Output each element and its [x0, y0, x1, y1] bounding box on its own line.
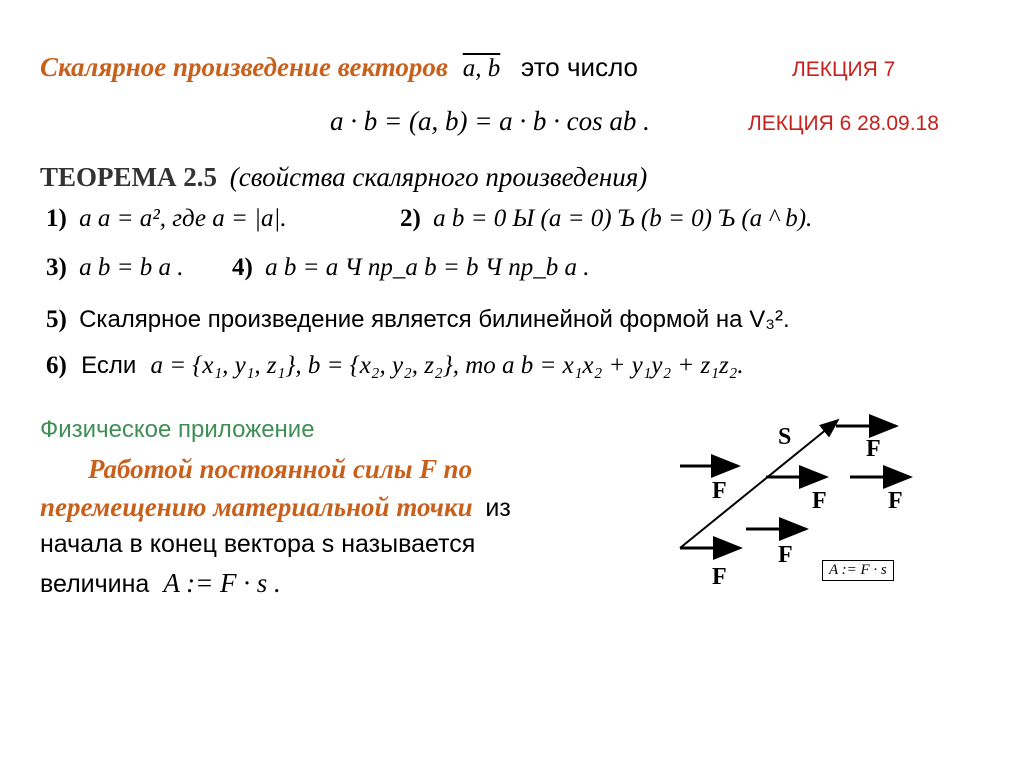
- title-text: Скалярное произведение векторов: [40, 52, 448, 82]
- p6-number: 6): [46, 352, 67, 379]
- physics-line3: начала в конец вектора s называется: [40, 530, 476, 558]
- main-formula: a · b = (a, b) = a · b · cos ab .: [330, 106, 650, 136]
- diagram-label-f-2: F: [712, 478, 727, 504]
- p1-number: 1): [46, 205, 67, 232]
- diagram-label-f-5: F: [778, 542, 793, 568]
- p4-formula: a b = a Ч пр_a b = b Ч пр_b a .: [265, 254, 590, 281]
- p1-formula: a a = a², где a = |a|.: [79, 205, 287, 232]
- p3-number: 3): [46, 254, 67, 281]
- p6-formula: a = {x₁, y₁, z₁}, b = {x₂, y₂, z₂}, то a b = x₁x₂ + y₁y₂ + z₁z₂.: [150, 352, 744, 379]
- title-vectors: a, b: [462, 55, 501, 82]
- lecture6-label: ЛЕКЦИЯ 6 28.09.18: [748, 112, 939, 135]
- diagram-label-f-1: F: [866, 436, 881, 462]
- p2-formula: a b = 0 Ы (a = 0) Ъ (b = 0) Ъ (a ^ b).: [433, 205, 813, 232]
- physics-line4-formula: A := F · s .: [163, 568, 281, 598]
- p5-text: Скалярное произведение является билинейной формой на V₃².: [79, 306, 790, 333]
- p5-number: 5): [46, 306, 67, 333]
- physics-line2-emph: перемещению материальной точки: [40, 492, 473, 522]
- p4-number: 4): [232, 254, 253, 281]
- title-suffix: это число: [521, 52, 638, 82]
- p6-if: Если: [81, 352, 137, 379]
- diagram-label-s: S: [778, 424, 792, 450]
- boxed-work-formula: A := F · s: [822, 560, 894, 581]
- p3-formula: a b = b a .: [79, 254, 184, 281]
- physics-line2-rest: из: [485, 494, 511, 522]
- physics-heading: Физическое приложение: [40, 416, 315, 443]
- lecture7-label: ЛЕКЦИЯ 7: [792, 58, 896, 81]
- p2-number: 2): [400, 205, 421, 232]
- theorem-paren: (свойства скалярного произведения): [229, 162, 648, 192]
- theorem-label: ТЕОРЕМА 2.5: [40, 162, 218, 192]
- physics-line4-word: величина: [40, 570, 150, 598]
- diagram-label-f-4: F: [888, 488, 903, 514]
- diagram-label-f-6: F: [712, 564, 727, 590]
- physics-line1-text: Работой постоянной силы F по: [88, 454, 473, 484]
- diagram-label-f-3: F: [812, 488, 827, 514]
